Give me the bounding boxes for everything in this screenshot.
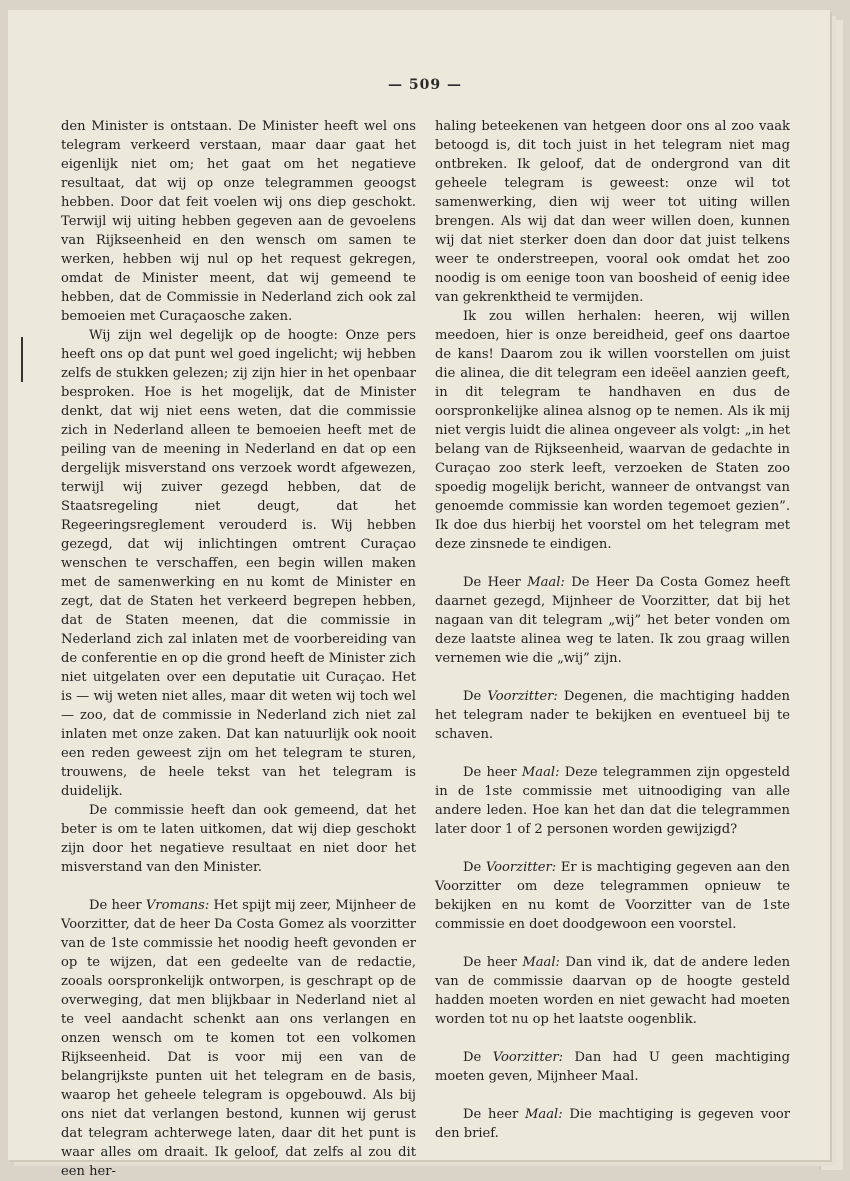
speaker-prefix: De Heer [463,575,528,590]
speech-paragraph [435,858,790,934]
speech-text: Dan had U geen machtiging moeten geven, Mijnheer Maal. [435,1050,790,1084]
speaker-name: Maal: [522,955,560,970]
right-column [435,117,790,1143]
speaker-prefix: De heer [463,1107,526,1122]
margin-mark [21,337,23,382]
speech-paragraph [435,1105,790,1143]
speaker-prefix: De [463,1050,493,1065]
speech-text: Dan vind ik, dat de andere leden van de commissie daarvan op de hoogte gesteld hadden moeten worden en niet gewacht had moeten worden tot nu op het laatste oogenblik. [435,955,791,1027]
speaker-name: Voorzitter: [492,1050,564,1065]
speaker-name: Maal: [525,1107,563,1122]
speech-paragraph [435,1048,790,1086]
page-number: — 509 — [388,77,462,93]
speaker-name: Maal: [521,765,560,780]
speaker-name: Vromans: [145,898,210,913]
paragraph: De commissie heeft dan ook gemeend, dat het beter is om te laten uitkomen, dat wij diep geschokt zijn door het negatieve resultaat en niet door het misverstand van den Minister. [61,803,416,875]
paragraph: Wij zijn wel degelijk op de hoogte: Onze pers heeft ons op dat punt wel goed ingelicht; wij hebben zelfs de stukken gelezen; zij zijn hier in het openbaar besproken. Hoe is het mogelijk, dat de Minister denkt, dat wij niet eens weten, dat die commissie zich in Nederland alleen te bemoeien heeft met de peiling van de meening in Nederland en dat op een dergelijk misverstand ons verzoek wordt afgewezen, terwijl wij zuiver gezegd hebben, dat de Staatsregeling niet deugt, dat het Regeeringsreglement verouderd is. Wij hebben gezegd, dat wij inlichtingen omtrent Curaçao wenschen te verschaffen, een begin willen maken met de samenwerking en nu komt de Minister en zegt, dat de Staten het verkeerd begrepen hebben, dat de Staten meenen, dat die commissie in Nederland zich zal inlaten met de voorbereiding van de conferentie en op die grond heeft de Minister zich niet uitgelaten over een deputatie uit Curaçao. Het is — wij weten niet alles, maar dit weten wij toch wel — zoo, dat de commissie in Nederland zich niet zal inlaten met onze zaken. Dat kan natuurlijk ook nooit een reden geweest zijn om het telegram te sturen, trouwens, de heele tekst van het telegram is duidelijk. [61,328,416,799]
paragraph: Ik zou willen herhalen: heeren, wij willen meedoen, hier is onze bereidheid, geef ons daartoe de kans! Daarom zou ik willen voorstellen om juist die alinea, die dit telegram een ideëel aanzien geeft, in dit telegram te handhaven en dus de oorspronkelijke alinea alsnog op te nemen. Als ik mij niet vergis luidt die alinea ongeveer als volgt: „in het belang van de Rijkseenheid, waarvan de gedachte in Curaçao zoo sterk leeft, verzoeken de Staten zoo spoedig mogelijk bericht, wanneer de ontvangst van genoemde commissie kan worden tegemoet gezien”. Ik doe dus hierbij het voorstel om het telegram met deze zinsnede te eindigen. [435,309,790,552]
speaker-name: Maal: [527,575,565,590]
speaker-prefix: De heer [463,955,523,970]
speech-paragraph [61,896,416,1181]
speech-text: Het spijt mij zeer, Mijnheer de Voorzitter, dat de heer Da Costa Gomez als voorzitter van de 1ste commissie het noodig heeft gevonden er op te wijzen, dat een gedeelte van de redactie, zooals oorspronkelijk ontworpen, is geschrapt op de overweging, dat men blijkbaar in Nederland niet al te veel aandacht schenkt aan ons verlangen en onzen wensch om te komen tot een volkomen Rijkseenheid. Dat is voor mij een van de belangrijkste punten uit het telegram en de basis, waarop het geheele telegram is opgebouwd. Als bij ons niet dat verlangen bestond, kunnen wij gerust dat telegram achterwege laten, daar dit het punt is waar alles om draait. Ik geloof, dat zelfs al zou dit een her- [61,898,416,1179]
speaker-name: Voorzitter: [487,689,558,704]
speech-text: Er is machtiging gegeven aan den Voorzitter om deze telegrammen opnieuw te bekijken en nu komt de Voorzitter van de 1ste commissie en doet doodgewoon een voorstel. [435,860,790,932]
speech-text: De Heer Da Costa Gomez heeft daarnet gezegd, Mijnheer de Voorzitter, dat bij het nagaan van dit telegram „wij” het beter vonden om deze laatste alinea weg te laten. Ik zou graag willen vernemen wie die „wij” zijn. [435,575,790,666]
speaker-prefix: De [463,689,488,704]
speaker-prefix: De heer [463,765,522,780]
left-column [61,117,416,1181]
speech-paragraph [435,687,790,744]
speech-text: Deze telegrammen zijn opgesteld in de 1ste commissie met uitnoodiging van alle andere leden. Hoe kan het dan dat die telegrammen later door 1 of 2 personen worden gewijzigd? [435,765,790,837]
speech-paragraph [435,953,790,1029]
speech-paragraph [435,573,790,668]
paragraph: den Minister is ontstaan. De Minister heeft wel ons telegram verkeerd verstaan, maar daar gaat het eigenlijk niet om; het gaat om het negatieve resultaat, dat wij op onze telegrammen geoogst hebben. Door dat feit voelen wij ons diep geschokt. Terwijl wij uiting hebben gegeven aan de gevoelens van Rijkseenheid en den wensch om samen te werken, hebben wij nul op het request gekregen, omdat de Minister meent, dat wij gemeend te hebben, dat de Commissie in Nederland zich ook zal bemoeien met Curaçaosche zaken. [61,119,416,324]
speech-text: Degenen, die machtiging hadden het telegram nader te bekijken en eventueel bij te schaven. [435,689,790,742]
speaker-prefix: De [463,860,486,875]
speech-paragraph [435,763,790,839]
speaker-name: Voorzitter: [485,860,557,875]
speech-text: Die machtiging is gegeven voor den brief. [435,1107,790,1141]
paragraph: haling beteekenen van hetgeen door ons al zoo vaak betoogd is, dit toch juist in het telegram niet mag ontbreken. Ik geloof, dat de ondergrond van dit geheele telegram is geweest: onze wil tot samenwerking, dien wij weer tot uiting willen brengen. Als wij dat dan weer willen doen, kunnen wij dat niet sterker doen dan door dat juist telkens weer te onderstreepen, vooral ook omdat het zoo noodig is om eenige toon van boosheid of eenig idee van gekrenktheid te vermijden. [435,119,790,305]
speaker-prefix: De heer [89,898,146,913]
